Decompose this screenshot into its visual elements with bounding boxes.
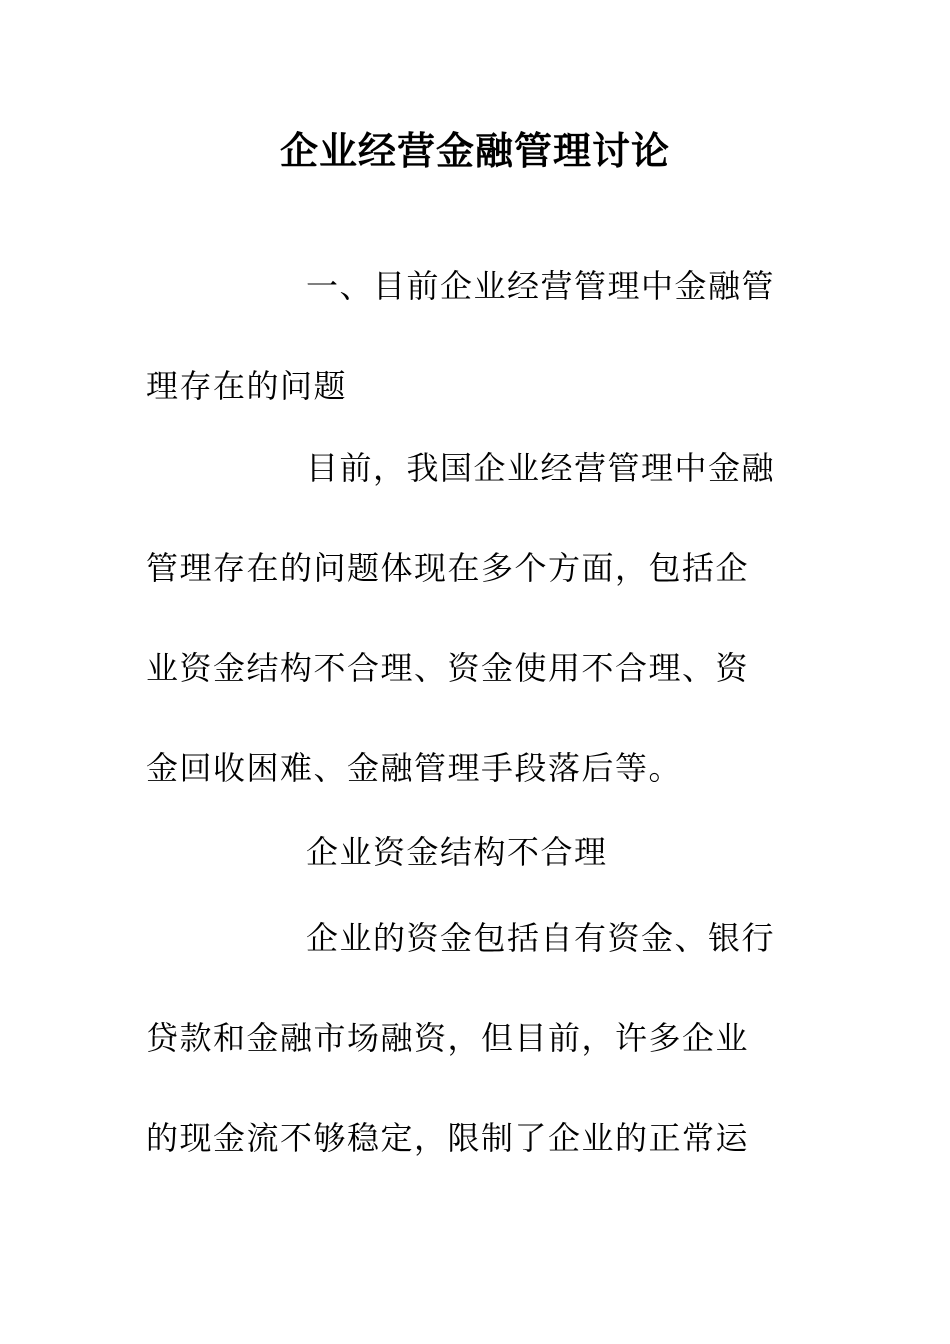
paragraph-2-line-1: 企业的资金包括自有资金、银行 <box>306 919 776 957</box>
paragraph-1-line-4: 金回收困难、金融管理手段落后等。 <box>146 749 683 787</box>
subheading: 企业资金结构不合理 <box>306 833 608 871</box>
paragraph-1-line-3: 业资金结构不合理、资金使用不合理、资 <box>146 649 750 687</box>
document-title: 企业经营金融管理讨论 <box>279 128 670 173</box>
section-heading-line-1: 一、目前企业经营管理中金融管 <box>306 267 776 305</box>
paragraph-2-line-2: 贷款和金融市场融资，但目前，许多企业 <box>146 1019 750 1057</box>
section-heading-line-2: 理存在的问题 <box>146 367 348 405</box>
paragraph-2-line-3: 的现金流不够稳定，限制了企业的正常运 <box>146 1119 750 1157</box>
paragraph-1-line-2: 管理存在的问题体现在多个方面，包括企 <box>146 549 750 587</box>
paragraph-1-line-1: 目前，我国企业经营管理中金融 <box>306 449 776 487</box>
